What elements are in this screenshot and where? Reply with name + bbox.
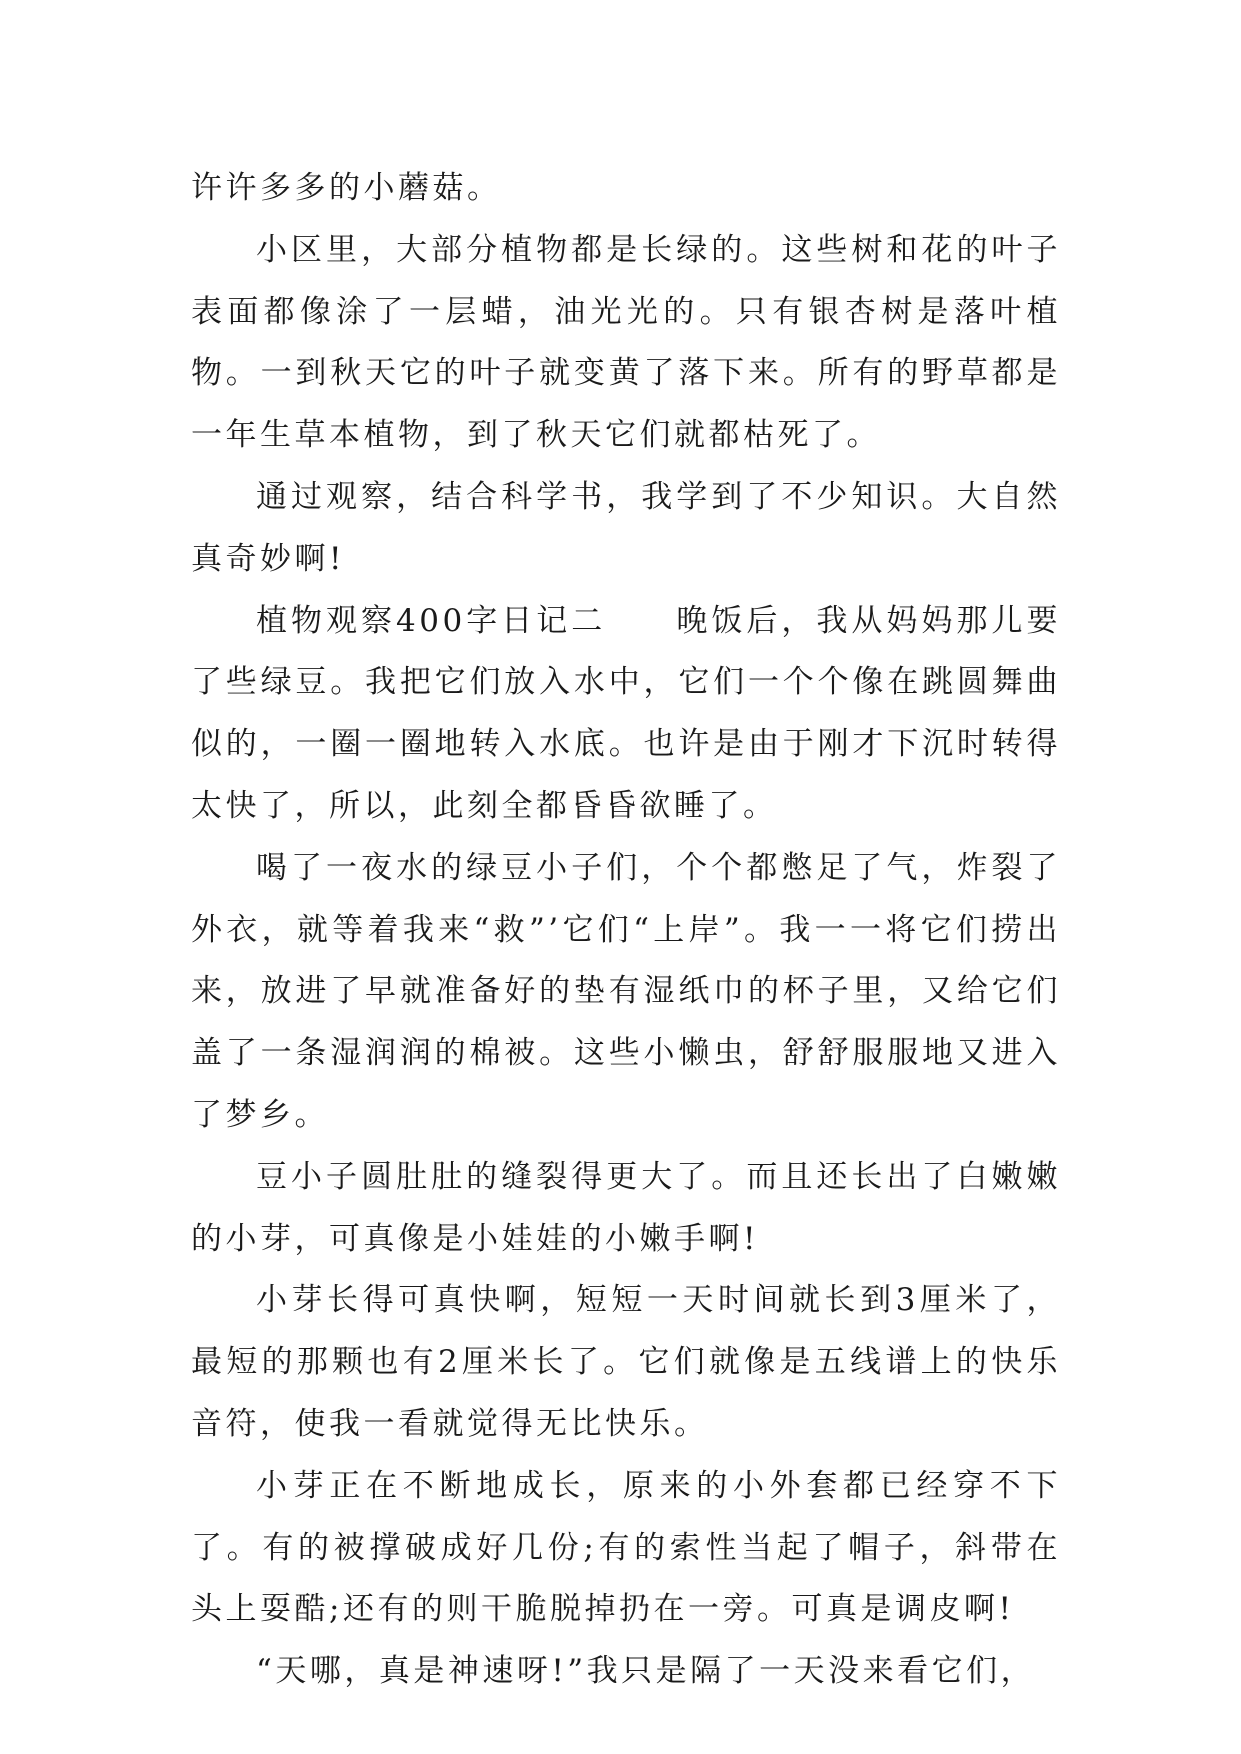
paragraph-7: 小芽长得可真快啊，短短一天时间就长到3厘米了，最短的那颗也有2厘米长了。它们就像是五线谱上的快乐音符，使我一看就觉得无比快乐。 (191, 1282, 1061, 1442)
paragraph-3: 通过观察，结合科学书，我学到了不少知识。大自然真奇妙啊! (191, 478, 1061, 577)
document-body (191, 158, 1061, 1703)
paragraph-8: 小芽正在不断地成长，原来的小外套都已经穿不下了。有的被撑破成好几份;有的索性当起了帽子，斜带在头上耍酷;还有的则干脆脱掉扔在一旁。可真是调皮啊! (191, 1467, 1061, 1628)
paragraph-5: 喝了一夜水的绿豆小子们，个个都憋足了气，炸裂了外衣，就等着我来“救”’它们“上岸”。我一一将它们捞出来，放进了早就准备好的垫有湿纸巾的杯子里，又给它们盖了一条湿润润的棉被。这些小懒虫，舒舒服服地又进入了梦乡。 (191, 849, 1061, 1133)
paragraph-4: 植物观察400字日记二 晚饭后，我从妈妈那儿要了些绿豆。我把它们放入水中，它们一个个像在跳圆舞曲似的，一圈一圈地转入水底。也许是由于刚才下沉时转得太快了，所以，此刻全都昏昏欲睡了。 (191, 602, 1061, 824)
paragraph-9: “天哪，真是神速呀!”我只是隔了一天没来看它们， (256, 1653, 1036, 1690)
paragraph-2: 小区里，大部分植物都是长绿的。这些树和花的叶子表面都像涂了一层蜡，油光光的。只有银杏树是落叶植物。一到秋天它的叶子就变黄了落下来。所有的野草都是一年生草本植物，到了秋天它们就都枯死了。 (191, 231, 1061, 454)
paragraph-1: 许许多多的小蘑菇。 (191, 170, 502, 206)
paragraph-6: 豆小子圆肚肚的缝裂得更大了。而且还长出了白嫩嫩的小芽，可真像是小娃娃的小嫩手啊! (191, 1158, 1061, 1257)
